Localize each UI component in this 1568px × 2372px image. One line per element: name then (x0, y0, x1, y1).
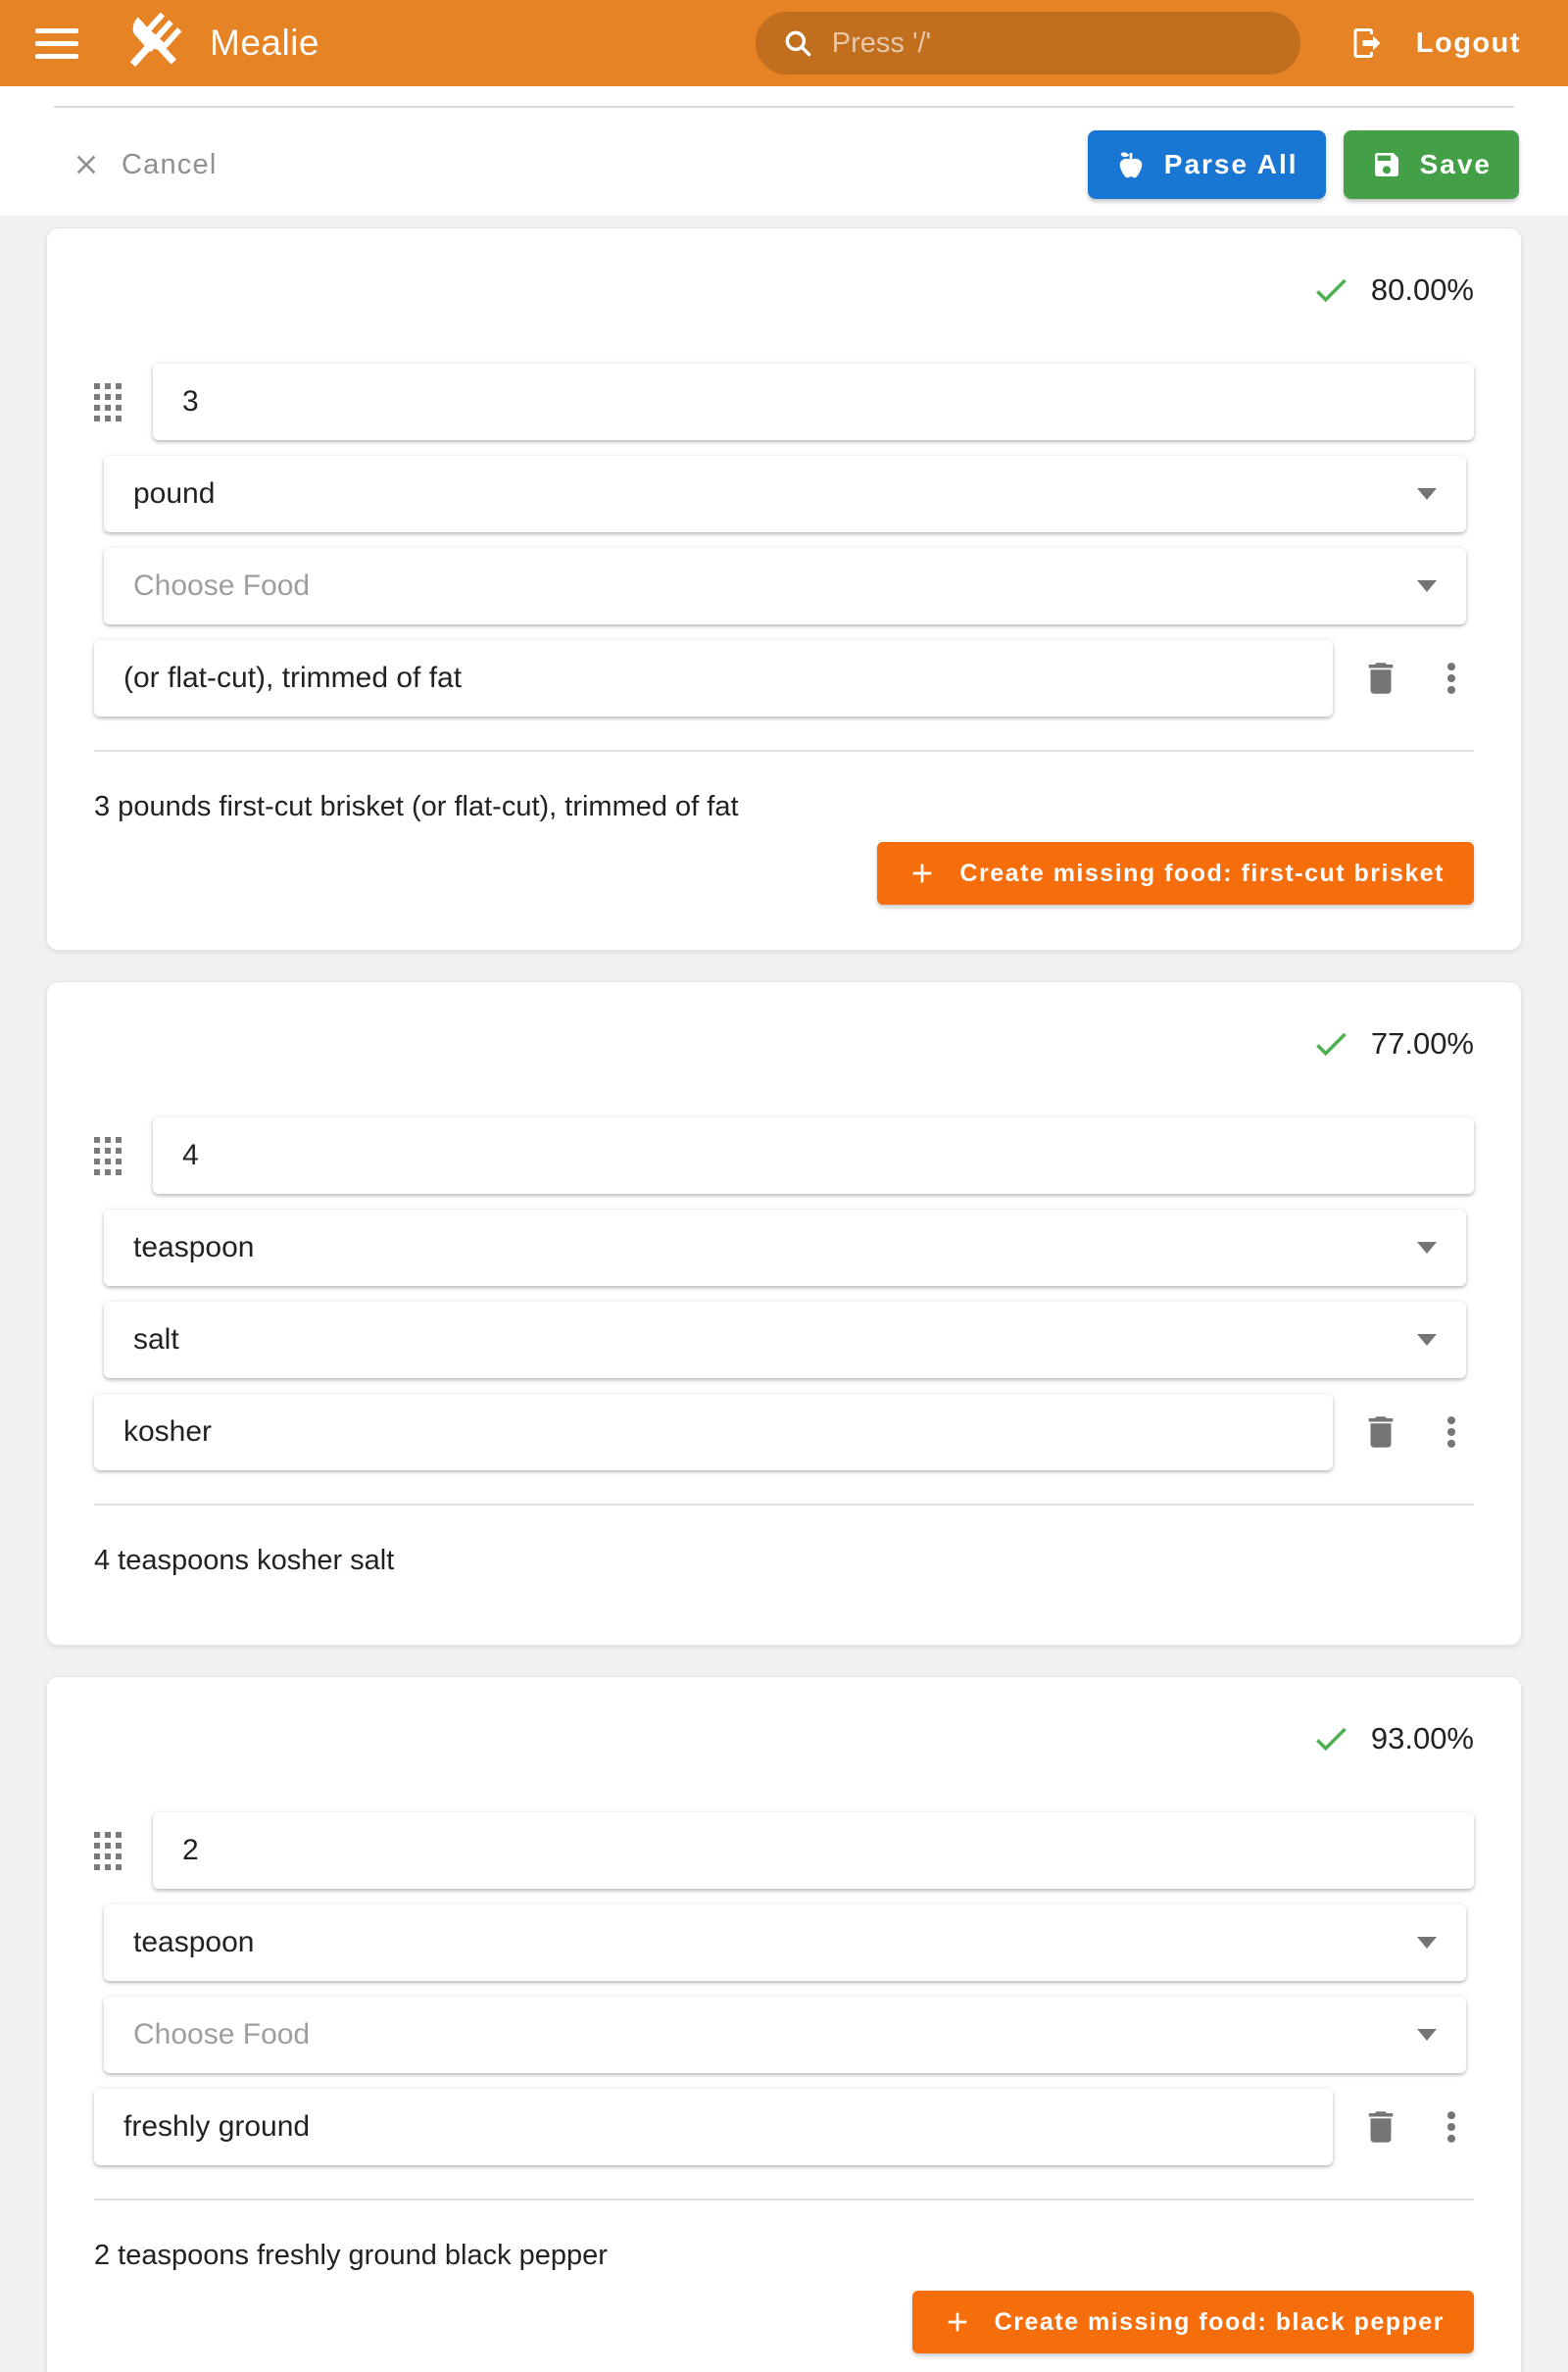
apple-icon (1115, 149, 1147, 180)
food-select[interactable] (104, 1997, 1466, 2073)
plus-icon (942, 2306, 973, 2338)
chevron-down-icon (1417, 1242, 1437, 1254)
save-icon (1371, 149, 1402, 180)
parser-toolbar (0, 108, 1568, 200)
search-bar[interactable] (756, 12, 1300, 74)
original-ingredient-text: 2 teaspoons freshly ground black pepper (94, 2240, 608, 2271)
note-field (94, 1394, 1333, 1470)
ingredient-card (46, 1676, 1522, 2372)
check-icon (1310, 1718, 1351, 1759)
drag-handle-icon[interactable] (94, 379, 122, 425)
parse-all-button[interactable] (1088, 130, 1326, 199)
logout-text: Logout (1415, 26, 1521, 59)
app-header (0, 0, 1568, 86)
quantity-input[interactable] (182, 385, 1445, 419)
unit-value: teaspoon (133, 1926, 255, 1958)
trash-icon (1360, 658, 1401, 699)
check-icon (1310, 1023, 1351, 1064)
food-placeholder: Choose Food (133, 2018, 311, 2051)
logout-button[interactable] (1344, 25, 1527, 62)
save-label: Save (1419, 149, 1492, 179)
chevron-down-icon (1417, 1937, 1437, 1949)
create-missing-food-button[interactable] (877, 842, 1474, 905)
mealie-logo-icon (118, 9, 186, 77)
food-select[interactable] (104, 548, 1466, 624)
delete-ingredient-button[interactable] (1358, 656, 1403, 701)
logout-icon (1349, 25, 1385, 61)
food-placeholder: Choose Food (133, 569, 311, 602)
chevron-down-icon (1417, 2029, 1437, 2041)
more-options-button[interactable] (1429, 2104, 1474, 2150)
note-field (94, 640, 1333, 717)
trash-icon (1360, 2106, 1401, 2148)
unit-select[interactable] (104, 456, 1466, 532)
kebab-menu-icon (1431, 1411, 1472, 1453)
quantity-field (153, 1117, 1474, 1194)
app-title: Mealie (210, 23, 319, 63)
card-divider (94, 750, 1474, 752)
chevron-down-icon (1417, 580, 1437, 592)
more-options-button[interactable] (1429, 1409, 1474, 1455)
create-missing-food-label: Create missing food: black pepper (994, 2307, 1445, 2336)
search-icon (781, 26, 814, 60)
food-select[interactable] (104, 1302, 1466, 1378)
quantity-input[interactable] (182, 1139, 1445, 1172)
confidence-value: 93.00% (1370, 1721, 1474, 1755)
note-field (94, 2089, 1333, 2165)
original-ingredient-text: 4 teaspoons kosher salt (94, 1545, 395, 1576)
create-missing-food-label: Create missing food: first-cut brisket (959, 859, 1445, 887)
quantity-field (153, 364, 1474, 440)
create-missing-food-button[interactable] (912, 2291, 1474, 2353)
search-placeholder: Press '/' (831, 26, 932, 59)
plus-icon (906, 858, 938, 889)
more-options-button[interactable] (1429, 656, 1474, 701)
drag-handle-icon[interactable] (94, 1828, 122, 1874)
drag-handle-icon[interactable] (94, 1133, 122, 1179)
check-icon (1310, 270, 1351, 311)
quantity-field (153, 1812, 1474, 1889)
chevron-down-icon (1417, 1334, 1437, 1346)
chevron-down-icon (1417, 488, 1437, 500)
unit-value: pound (133, 477, 216, 510)
note-input[interactable] (123, 1415, 1303, 1449)
delete-ingredient-button[interactable] (1358, 1409, 1403, 1455)
ingredient-card (46, 981, 1522, 1646)
close-icon (71, 149, 102, 180)
note-input[interactable] (123, 2110, 1303, 2144)
cancel-label: Cancel (122, 148, 218, 180)
card-divider (94, 1504, 1474, 1506)
kebab-menu-icon (1431, 2106, 1472, 2148)
original-ingredient-text: 3 pounds first-cut brisket (or flat-cut), trimmed of fat (94, 791, 739, 822)
menu-icon[interactable] (35, 28, 78, 59)
ingredient-card (46, 227, 1522, 951)
ingredient-list (0, 216, 1568, 2372)
card-divider (94, 2199, 1474, 2200)
quantity-input[interactable] (182, 1834, 1445, 1867)
unit-select[interactable] (104, 1210, 1466, 1286)
trash-icon (1360, 1411, 1401, 1453)
kebab-menu-icon (1431, 658, 1472, 699)
parse-all-label: Parse All (1163, 149, 1298, 179)
confidence-value: 80.00% (1370, 272, 1474, 307)
unit-value: teaspoon (133, 1231, 255, 1263)
unit-select[interactable] (104, 1904, 1466, 1981)
note-input[interactable] (123, 662, 1303, 695)
cancel-button[interactable] (71, 149, 217, 181)
confidence-value: 77.00% (1370, 1026, 1474, 1061)
save-button[interactable] (1344, 130, 1519, 199)
delete-ingredient-button[interactable] (1358, 2104, 1403, 2150)
food-value: salt (133, 1323, 179, 1356)
